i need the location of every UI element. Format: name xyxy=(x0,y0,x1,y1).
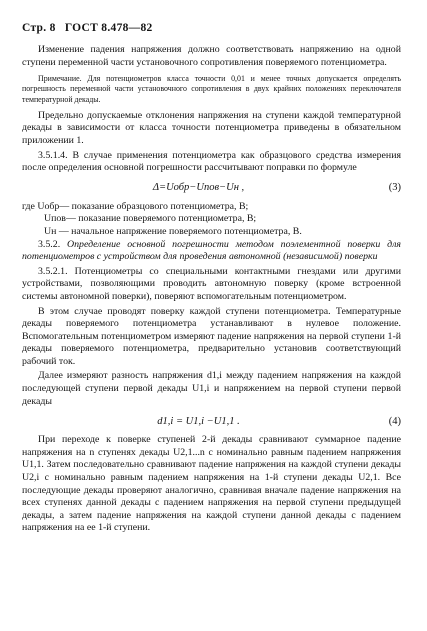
definitions-list xyxy=(22,201,401,239)
formula-4 xyxy=(22,411,401,431)
formula-4-number: (4) xyxy=(388,415,401,427)
paragraph-procedure: В этом случае проводят поверку каждой ступени потенциометра. Температурные декады поверяемого потенциометра устанавливают в нулевое положение. Вспомогательным потенциометром измеряют падение напряжения на первой ступени 1-й декады поверяемого потенциометра, предварительно установив соответствующий рабочий ток. xyxy=(22,305,401,367)
page-number: Стр. 8 xyxy=(22,22,56,34)
note-paragraph: Примечание. Для потенциометров класса точности 0,01 и менее точных допускается определять погрешность переменной части установочного сопротивления в двух крайних положениях переключателя температурной декады. xyxy=(22,74,401,104)
section-number: 3.5.2. xyxy=(38,238,61,250)
paragraph-3-5-2-1: 3.5.2.1. Потенциометры со специальными контактными гнездами или другими устройствами, позволяющими проводить автономную поверку (кроме встроенной системы автономной поверки), поверяют вспомогательным потенциометром. xyxy=(22,265,401,302)
paragraph-voltage-change: Изменение падения напряжения должно соответствовать напряжению на одной ступени переменной части установочного сопротивления поверяемого потенциометра. xyxy=(22,44,401,68)
formula-3-expression: Δ=Uобр−Uпов−Uн , xyxy=(152,182,245,194)
definition-item: где Uобр— показание образцового потенциометра, В; xyxy=(22,200,249,212)
section-title: Определение основной погрешности методом поэлементной поверки для потенциометров с устройством для проведения автономной (независимой) поверки xyxy=(22,238,401,263)
paragraph-difference: Далее измеряют разность напряжения d1,i между падением напряжения на каждой последующей ступени первой декады U1,i и напряжением на первой ступени первой декады xyxy=(22,370,401,407)
paragraph-3-5-1-4: 3.5.1.4. В случае применения потенциометра как образцового средства измерения после определения основной погрешности рассчитывают поправки по формуле xyxy=(22,149,401,174)
formula-3 xyxy=(22,178,401,198)
paragraph-second-decade: При переходе к поверке ступеней 2-й декады сравнивают суммарное падение напряжения на n ступенях декады U2,1...n с номинально равным падением напряжения U1,1. Затем последовательно сравнивают падение напряжения на каждой ступени декады U2,i с номинально равным падением напряжения на 1-й ступени декады U2,1. Все последующие декады проверяют аналогично, сравнивая вначале падение напряжения на всех ступенях данной декады с падением напряжения на первой ступени предыдущей декады, а затем падение напряжения на каждой ступени данной декады с падением напряжения на ее 1-й ступени. xyxy=(22,434,401,534)
section-3-5-2-heading xyxy=(22,239,401,264)
definition-item: Uн — начальное напряжение поверяемого потенциометра, В. xyxy=(44,225,302,237)
definition-item: Uпов— показание поверяемого потенциометра, В; xyxy=(44,213,257,225)
page-header xyxy=(22,22,401,44)
standard-code: ГОСТ 8.478—82 xyxy=(64,22,153,34)
paragraph-tolerances: Предельно допускаемые отклонения напряжения на ступени каждой температурной декады в зависимости от класса точности потенциометра приведены в обязательном приложении 1. xyxy=(22,109,401,146)
formula-4-expression: d1,i = U1,i −U1,1 . xyxy=(157,415,240,427)
formula-3-number: (3) xyxy=(388,182,401,194)
